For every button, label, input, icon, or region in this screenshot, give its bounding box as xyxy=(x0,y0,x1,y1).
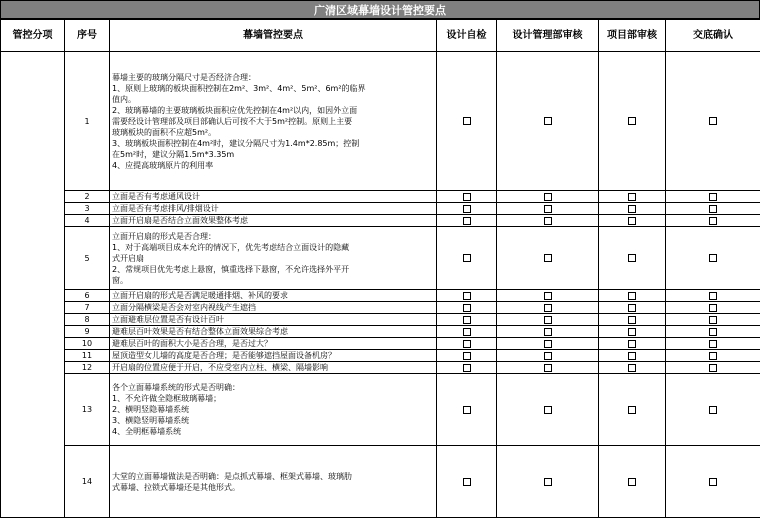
checkbox-icon xyxy=(463,340,471,348)
row-index: 14 xyxy=(65,446,110,518)
row-content xyxy=(110,314,437,326)
checkbox-project-review[interactable] xyxy=(599,191,666,203)
table-row xyxy=(1,326,760,338)
checkbox-handover-confirm[interactable] xyxy=(666,362,760,374)
content-line: 立面是否有考虑排风/排烟设计 xyxy=(112,204,219,213)
checkbox-icon xyxy=(628,292,636,300)
checkbox-self-check[interactable] xyxy=(437,374,497,446)
header-row xyxy=(1,20,760,52)
checkbox-dept-review[interactable] xyxy=(497,446,599,518)
checkbox-icon xyxy=(709,304,717,312)
checkbox-handover-confirm[interactable] xyxy=(666,374,760,446)
checkbox-self-check[interactable] xyxy=(437,326,497,338)
checkbox-self-check[interactable] xyxy=(437,338,497,350)
table-row xyxy=(1,338,760,350)
content-line: 避难层百叶的面积大小是否合理，是否过大？ xyxy=(112,339,272,348)
row-content xyxy=(110,326,437,338)
checkbox-icon xyxy=(709,364,717,372)
checkbox-project-review[interactable] xyxy=(599,374,666,446)
checkbox-self-check[interactable] xyxy=(437,362,497,374)
checkbox-handover-confirm[interactable] xyxy=(666,446,760,518)
header-self-check: 设计自检 xyxy=(437,20,497,52)
checkbox-project-review[interactable] xyxy=(599,314,666,326)
checkbox-project-review[interactable] xyxy=(599,203,666,215)
row-index: 2 xyxy=(65,191,110,203)
row-content xyxy=(110,350,437,362)
checkbox-icon xyxy=(709,292,717,300)
checkbox-icon xyxy=(709,406,717,414)
checkbox-project-review[interactable] xyxy=(599,446,666,518)
checkbox-project-review[interactable] xyxy=(599,52,666,191)
checkbox-dept-review[interactable] xyxy=(497,362,599,374)
content-line: 幕墙主要的玻璃分隔尺寸是否经济合理： xyxy=(112,72,256,82)
checkbox-self-check[interactable] xyxy=(437,215,497,227)
table-row xyxy=(1,227,760,290)
content-line: 值内。 xyxy=(112,94,136,104)
content-line: 立面避难层位置是否有设计百叶 xyxy=(112,315,224,324)
row-index: 6 xyxy=(65,290,110,302)
control-points-table xyxy=(0,19,760,518)
row-index: 12 xyxy=(65,362,110,374)
checkbox-handover-confirm[interactable] xyxy=(666,302,760,314)
checkbox-icon xyxy=(709,478,717,486)
content-line: 立面分隔横梁是否会对室内视线产生遮挡 xyxy=(112,303,256,312)
content-line: 1、不允许做全隐框玻璃幕墙； xyxy=(112,394,222,403)
header-handover-confirm: 交底确认 xyxy=(666,20,760,52)
checkbox-dept-review[interactable] xyxy=(497,227,599,290)
content-line: 屋顶造型女儿墙的高度是否合理；是否能够遮挡屋面设备机房？ xyxy=(112,351,336,360)
content-line: 4、全明框幕墙系统 xyxy=(112,427,182,436)
content-line: 窗。 xyxy=(112,275,128,285)
checkbox-icon xyxy=(628,117,636,125)
checkbox-icon xyxy=(544,292,552,300)
checkbox-icon xyxy=(544,316,552,324)
content-line: 避难层百叶效果是否有结合整体立面效果综合考虑 xyxy=(112,327,288,336)
checkbox-project-review[interactable] xyxy=(599,350,666,362)
row-index: 5 xyxy=(65,227,110,290)
content-line: 式开启扇 xyxy=(112,253,144,263)
checkbox-icon xyxy=(463,292,471,300)
checkbox-handover-confirm[interactable] xyxy=(666,227,760,290)
checkbox-self-check[interactable] xyxy=(437,191,497,203)
content-line: 式幕墙、拉锁式幕墙还是其他形式。 xyxy=(112,482,240,492)
checkbox-dept-review[interactable] xyxy=(497,314,599,326)
checkbox-icon xyxy=(709,193,717,201)
checkbox-dept-review[interactable] xyxy=(497,52,599,191)
checkbox-icon xyxy=(463,193,471,201)
checkbox-icon xyxy=(463,254,471,262)
content-line: 1、对于高端项目成本允许的情况下，优先考虑结合立面设计的隐藏 xyxy=(112,242,350,252)
checkbox-dept-review[interactable] xyxy=(497,191,599,203)
table-row xyxy=(1,215,760,227)
table-title: 广清区域幕墙设计管控要点 xyxy=(0,0,760,19)
checkbox-self-check[interactable] xyxy=(437,314,497,326)
checkbox-icon xyxy=(544,364,552,372)
checkbox-project-review[interactable] xyxy=(599,338,666,350)
checkbox-handover-confirm[interactable] xyxy=(666,338,760,350)
checkbox-icon xyxy=(544,117,552,125)
row-content xyxy=(110,191,437,203)
row-content xyxy=(110,215,437,227)
header-project-review: 项目部审核 xyxy=(599,20,666,52)
checkbox-project-review[interactable] xyxy=(599,326,666,338)
checkbox-icon xyxy=(709,205,717,213)
content-line: 2、常规项目优先考虑上悬窗，慎重选择下悬窗，不允许选择外平开 xyxy=(112,264,350,274)
row-index: 10 xyxy=(65,338,110,350)
content-line: 4、应提高玻璃原片的利用率 xyxy=(112,160,214,170)
content-line: 1、原则上玻璃的板块面积控制在2m²、3m²、4m²、5m²、6m²的临界 xyxy=(112,83,366,93)
header-dept-review: 设计管理部审核 xyxy=(497,20,599,52)
content-line: 立面是否有考虑通风设计 xyxy=(112,192,200,201)
content-line: 立面开启扇的形式是否合理： xyxy=(112,231,216,241)
row-content xyxy=(110,203,437,215)
table-row xyxy=(1,362,760,374)
row-content xyxy=(110,227,437,290)
row-content xyxy=(110,374,437,446)
table-row xyxy=(1,350,760,362)
checkbox-icon xyxy=(628,328,636,336)
checkbox-handover-confirm[interactable] xyxy=(666,191,760,203)
checkbox-icon xyxy=(628,340,636,348)
checkbox-icon xyxy=(463,328,471,336)
checkbox-icon xyxy=(544,304,552,312)
row-index: 11 xyxy=(65,350,110,362)
row-content xyxy=(110,52,437,191)
header-index: 序号 xyxy=(65,20,110,52)
checkbox-handover-confirm[interactable] xyxy=(666,52,760,191)
checkbox-icon xyxy=(628,406,636,414)
checkbox-icon xyxy=(544,340,552,348)
content-line: 需要经设计管理部及项目部确认后可按不大于5m²控制。原则上主要 xyxy=(112,116,353,126)
row-index: 9 xyxy=(65,326,110,338)
checkbox-project-review[interactable] xyxy=(599,362,666,374)
row-index: 4 xyxy=(65,215,110,227)
checkbox-self-check[interactable] xyxy=(437,227,497,290)
checkbox-icon xyxy=(463,352,471,360)
checkbox-dept-review[interactable] xyxy=(497,290,599,302)
checkbox-dept-review[interactable] xyxy=(497,338,599,350)
checkbox-icon xyxy=(544,217,552,225)
checkbox-icon xyxy=(463,304,471,312)
table-row xyxy=(1,191,760,203)
checkbox-icon xyxy=(628,316,636,324)
checkbox-dept-review[interactable] xyxy=(497,215,599,227)
checkbox-dept-review[interactable] xyxy=(497,203,599,215)
checkbox-dept-review[interactable] xyxy=(497,302,599,314)
checkbox-dept-review[interactable] xyxy=(497,374,599,446)
checkbox-icon xyxy=(544,254,552,262)
content-line: 大堂的立面幕墙做法是否明确：是点抓式幕墙、框架式幕墙、玻璃肋 xyxy=(112,471,352,481)
checkbox-dept-review[interactable] xyxy=(497,350,599,362)
row-content xyxy=(110,362,437,374)
content-line: 立面开启扇是否结合立面效果整体考虑 xyxy=(112,216,248,225)
content-line: 各个立面幕墙系统的形式是否明确： xyxy=(112,383,240,392)
checkbox-handover-confirm[interactable] xyxy=(666,326,760,338)
header-control-point: 幕墙管控要点 xyxy=(110,20,437,52)
content-line: 3、玻璃板块面积控制在4m²时，建议分隔尺寸为1.4m*2.85m；控制 xyxy=(112,138,360,148)
checkbox-icon xyxy=(463,316,471,324)
table-row xyxy=(1,203,760,215)
checkbox-icon xyxy=(709,254,717,262)
checkbox-icon xyxy=(463,117,471,125)
row-index: 13 xyxy=(65,374,110,446)
table-row xyxy=(1,446,760,518)
checkbox-icon xyxy=(709,217,717,225)
checkbox-icon xyxy=(463,364,471,372)
checkbox-icon xyxy=(628,352,636,360)
row-index: 8 xyxy=(65,314,110,326)
checkbox-handover-confirm[interactable] xyxy=(666,290,760,302)
row-content xyxy=(110,446,437,518)
row-index: 3 xyxy=(65,203,110,215)
content-line: 2、玻璃幕墙的主要玻璃板块面积应优先控制在4m²以内，如因外立面 xyxy=(112,105,358,115)
checkbox-icon xyxy=(709,117,717,125)
checkbox-icon xyxy=(544,406,552,414)
content-line: 3、横隐竖明幕墙系统 xyxy=(112,416,190,425)
checkbox-self-check[interactable] xyxy=(437,203,497,215)
checkbox-icon xyxy=(709,328,717,336)
row-index: 1 xyxy=(65,52,110,191)
checkbox-icon xyxy=(709,340,717,348)
content-line: 立面开启扇的形式是否满足暖通排烟、补风的要求 xyxy=(112,291,288,300)
checkbox-icon xyxy=(628,304,636,312)
checkbox-icon xyxy=(628,205,636,213)
table-row xyxy=(1,314,760,326)
checkbox-project-review[interactable] xyxy=(599,290,666,302)
checkbox-handover-confirm[interactable] xyxy=(666,350,760,362)
checkbox-project-review[interactable] xyxy=(599,302,666,314)
checkbox-self-check[interactable] xyxy=(437,302,497,314)
checkbox-icon xyxy=(628,217,636,225)
table-row xyxy=(1,52,760,191)
checkbox-project-review[interactable] xyxy=(599,215,666,227)
checkbox-self-check[interactable] xyxy=(437,350,497,362)
checkbox-dept-review[interactable] xyxy=(497,326,599,338)
header-category: 管控分项 xyxy=(1,20,65,52)
checkbox-icon xyxy=(628,364,636,372)
checkbox-icon xyxy=(463,205,471,213)
checkbox-icon xyxy=(709,352,717,360)
checkbox-icon xyxy=(544,478,552,486)
checkbox-icon xyxy=(628,193,636,201)
row-content xyxy=(110,302,437,314)
row-content xyxy=(110,338,437,350)
row-index: 7 xyxy=(65,302,110,314)
checkbox-icon xyxy=(544,328,552,336)
table-row xyxy=(1,290,760,302)
checkbox-icon xyxy=(628,478,636,486)
table-row xyxy=(1,302,760,314)
checkbox-icon xyxy=(709,316,717,324)
content-line: 玻璃板块的面积不应超5m²。 xyxy=(112,127,217,137)
checkbox-icon xyxy=(463,406,471,414)
checkbox-icon xyxy=(544,205,552,213)
checkbox-self-check[interactable] xyxy=(437,446,497,518)
checkbox-icon xyxy=(463,217,471,225)
category-cell xyxy=(1,52,65,518)
checkbox-self-check[interactable] xyxy=(437,290,497,302)
content-line: 开启扇的位置应便于开启，不应受室内立柱、横梁、隔墙影响 xyxy=(112,363,328,372)
row-content xyxy=(110,290,437,302)
checkbox-handover-confirm[interactable] xyxy=(666,203,760,215)
checkbox-icon xyxy=(544,352,552,360)
checkbox-icon xyxy=(628,254,636,262)
content-line: 在5m²时，建议分隔1.5m*3.35m xyxy=(112,149,235,159)
checkbox-handover-confirm[interactable] xyxy=(666,215,760,227)
checkbox-icon xyxy=(463,478,471,486)
checkbox-self-check[interactable] xyxy=(437,52,497,191)
checkbox-icon xyxy=(544,193,552,201)
table-row xyxy=(1,374,760,446)
checkbox-handover-confirm[interactable] xyxy=(666,314,760,326)
checkbox-project-review[interactable] xyxy=(599,227,666,290)
content-line: 2、横明竖隐幕墙系统 xyxy=(112,405,190,414)
